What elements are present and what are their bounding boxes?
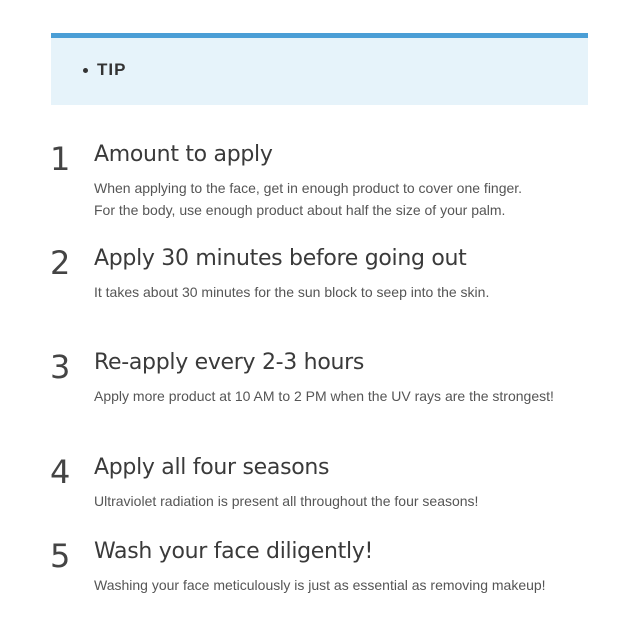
tip-description-line: Apply more product at 10 AM to 2 PM when the UV rays are the strongest!	[94, 388, 554, 404]
tip-description	[94, 385, 634, 407]
tip-number: 2	[50, 244, 71, 282]
tip-number: 5	[50, 537, 71, 575]
tip-title: Amount to apply	[94, 142, 273, 167]
tip-description-line: It takes about 30 minutes for the sun block to seep into the skin.	[94, 284, 490, 300]
tip-number: 1	[50, 140, 71, 178]
tip-header	[51, 33, 588, 105]
tip-title: Re-apply every 2-3 hours	[94, 350, 365, 375]
tip-description-line: For the body, use enough product about half the size of your palm.	[94, 202, 506, 218]
tip-description	[94, 177, 634, 221]
tip-number: 4	[50, 453, 71, 491]
tip-description	[94, 281, 634, 303]
tip-number: 3	[50, 348, 71, 386]
tip-title: Apply all four seasons	[94, 455, 330, 480]
tip-header-label: TIP	[97, 60, 127, 79]
tip-description-line: Ultraviolet radiation is present all throughout the four seasons!	[94, 493, 479, 509]
tip-title: Apply 30 minutes before going out	[94, 246, 467, 271]
tip-description	[94, 574, 634, 596]
tip-title: Wash your face diligently!	[94, 539, 374, 564]
tip-description	[94, 490, 634, 512]
bullet-icon	[83, 68, 88, 73]
tip-description-line: Washing your face meticulously is just as essential as removing makeup!	[94, 577, 546, 593]
tip-description-line: When applying to the face, get in enough product to cover one finger.	[94, 180, 523, 196]
